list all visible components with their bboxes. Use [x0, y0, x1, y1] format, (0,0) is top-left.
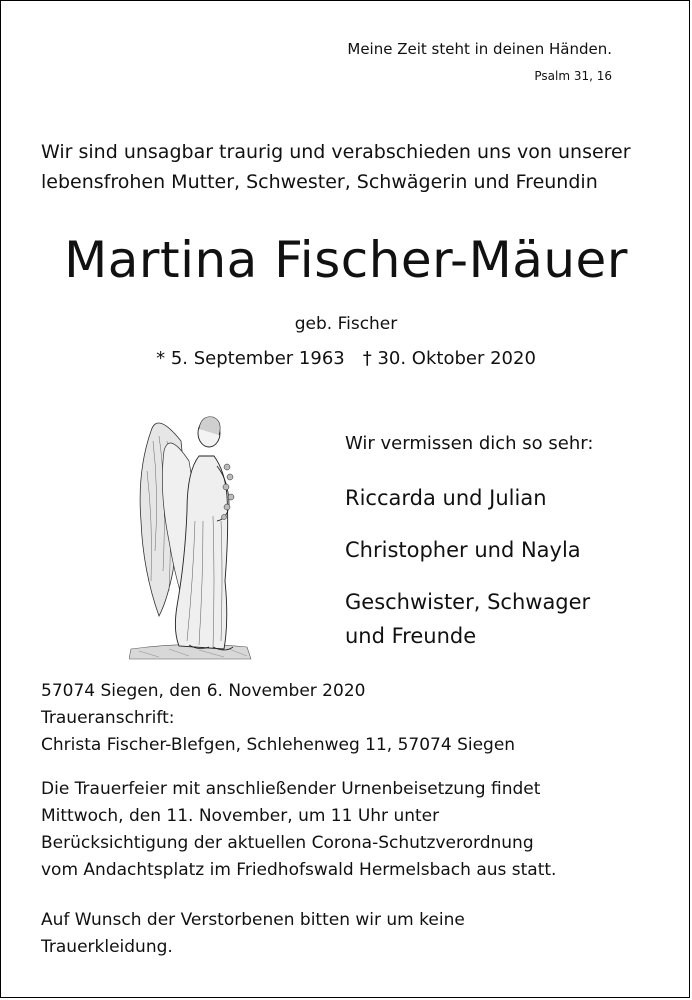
ceremony-block	[41, 776, 661, 884]
wish-line: Auf Wunsch der Verstorbenen bitten wir um keine	[41, 910, 465, 930]
ceremony-line: Mittwoch, den 11. November, um 11 Uhr unter	[41, 806, 440, 826]
deceased-name: Martina Fischer-Mäuer	[64, 231, 628, 289]
address-label: Traueranschrift:	[41, 708, 175, 728]
ceremony-line: Die Trauerfeier mit anschließender Urnenbeisetzung findet	[41, 779, 541, 799]
intro-line: Wir sind unsagbar traurig und verabschieden uns von unserer	[41, 141, 631, 163]
mourner-group: Riccarda und Julian	[345, 486, 547, 510]
intro-text	[41, 137, 661, 197]
ceremony-line: Berücksichtigung der aktuellen Corona-Schutzverordnung	[41, 833, 534, 853]
ceremony-line: vom Andachtsplatz im Friedhofswald Hermelsbach aus statt.	[41, 860, 557, 880]
address-block	[41, 678, 661, 759]
mourner-group	[345, 585, 665, 653]
life-dates	[1, 348, 691, 369]
mourners-heading: Wir vermissen dich so sehr:	[345, 433, 594, 454]
wish-line: Trauerkleidung.	[41, 937, 173, 957]
mourner-group-line: Geschwister, Schwager	[345, 590, 591, 614]
psalm-quote: Meine Zeit steht in deinen Händen.	[347, 40, 612, 58]
birth-date: * 5. September 1963	[156, 348, 345, 369]
death-date: † 30. Oktober 2020	[362, 348, 536, 369]
maiden-name: geb. Fischer	[294, 314, 398, 334]
mourner-group: Christopher und Nayla	[345, 538, 581, 562]
psalm-source: Psalm 31, 16	[534, 69, 612, 83]
intro-line: lebensfrohen Mutter, Schwester, Schwägerin und Freundin	[41, 171, 598, 193]
wish-block	[41, 907, 661, 961]
mourner-group-line: und Freunde	[345, 624, 477, 648]
address-contact: Christa Fischer-Blefgen, Schlehenweg 11, 57074 Siegen	[41, 735, 516, 755]
angel-statue-icon	[129, 401, 254, 663]
place-date: 57074 Siegen, den 6. November 2020	[41, 681, 366, 701]
